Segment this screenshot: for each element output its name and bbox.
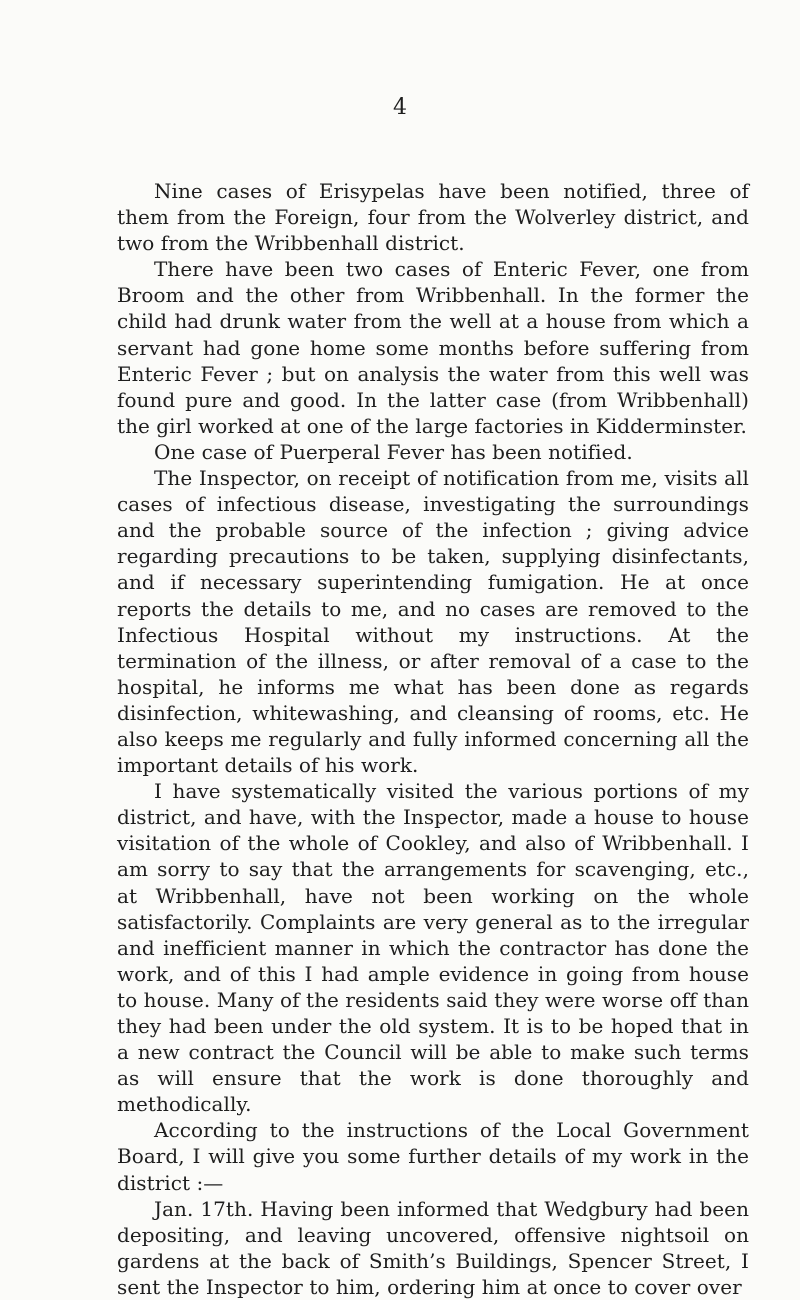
paragraph-enteric-fever: There have been two cases of Enteric Fever, one from Broom and the other from Wribbenhall. In the former the child had drunk water from the well at a house from which a servant had gone home some months before suffering from Enteric Fever ; but on analysis the water from this well was found pure and good. In the latter case (from Wribbenhall) the girl worked at one of the large factories in Kidderminster. <box>117 257 749 438</box>
page-number: 4 <box>393 95 407 120</box>
paragraph-district-visits: I have systematically visited the various portions of my district, and have, with the Inspector, made a house to house visitation of the whole of Cookley, and also of Wribbenhall. I am sorry to say that the arrangements for scavenging, etc., at Wribbenhall, have not been working on the whole satisfactorily. Complaints are very general as to the irregular and inefficient manner in which the contractor has done the work, and of this I had ample evidence in going from house to house. Many of the residents said they were worse off than they had been under the old system. It is to be hoped that in a new contract the Council will be able to make such terms as will ensure that the work is done thoroughly and methodically. <box>117 779 749 1117</box>
paragraph-lgb-instructions: According to the instructions of the Local Government Board, I will give you some further details of my work in the district :— <box>117 1118 749 1195</box>
paragraph-inspector-duties: The Inspector, on receipt of notification from me, visits all cases of infectious disease, investigating the surroundings and the probable source of the infection ; giving advice regarding precautions to be taken, supplying disinfectants, and if necessary superintending fumigation. He at once reports the details to me, and no cases are removed to the Infectious Hospital without my instructions. At the termination of the illness, or after removal of a case to the hospital, he informs me what has been done as regards disinfection, whitewashing, and cleansing of rooms, etc. He also keeps me regularly and fully informed concerning all the important details of his work. <box>117 466 749 778</box>
report-body <box>117 178 749 1300</box>
paragraph-erisypelas: Nine cases of Erisypelas have been notified, three of them from the Foreign, four from the Wolverley district, and two from the Wribbenhall district. <box>117 179 749 256</box>
paragraph-puerperal-fever: One case of Puerperal Fever has been notified. <box>154 439 633 464</box>
paragraph-jan-17th: Jan. 17th. Having been informed that Wedgbury had been depositing, and leaving uncovered, offensive nightsoil on gardens at the back of Smith’s Buildings, Spencer Street, I sent the Inspector to him, ordering him at once to cover over <box>117 1196 749 1299</box>
